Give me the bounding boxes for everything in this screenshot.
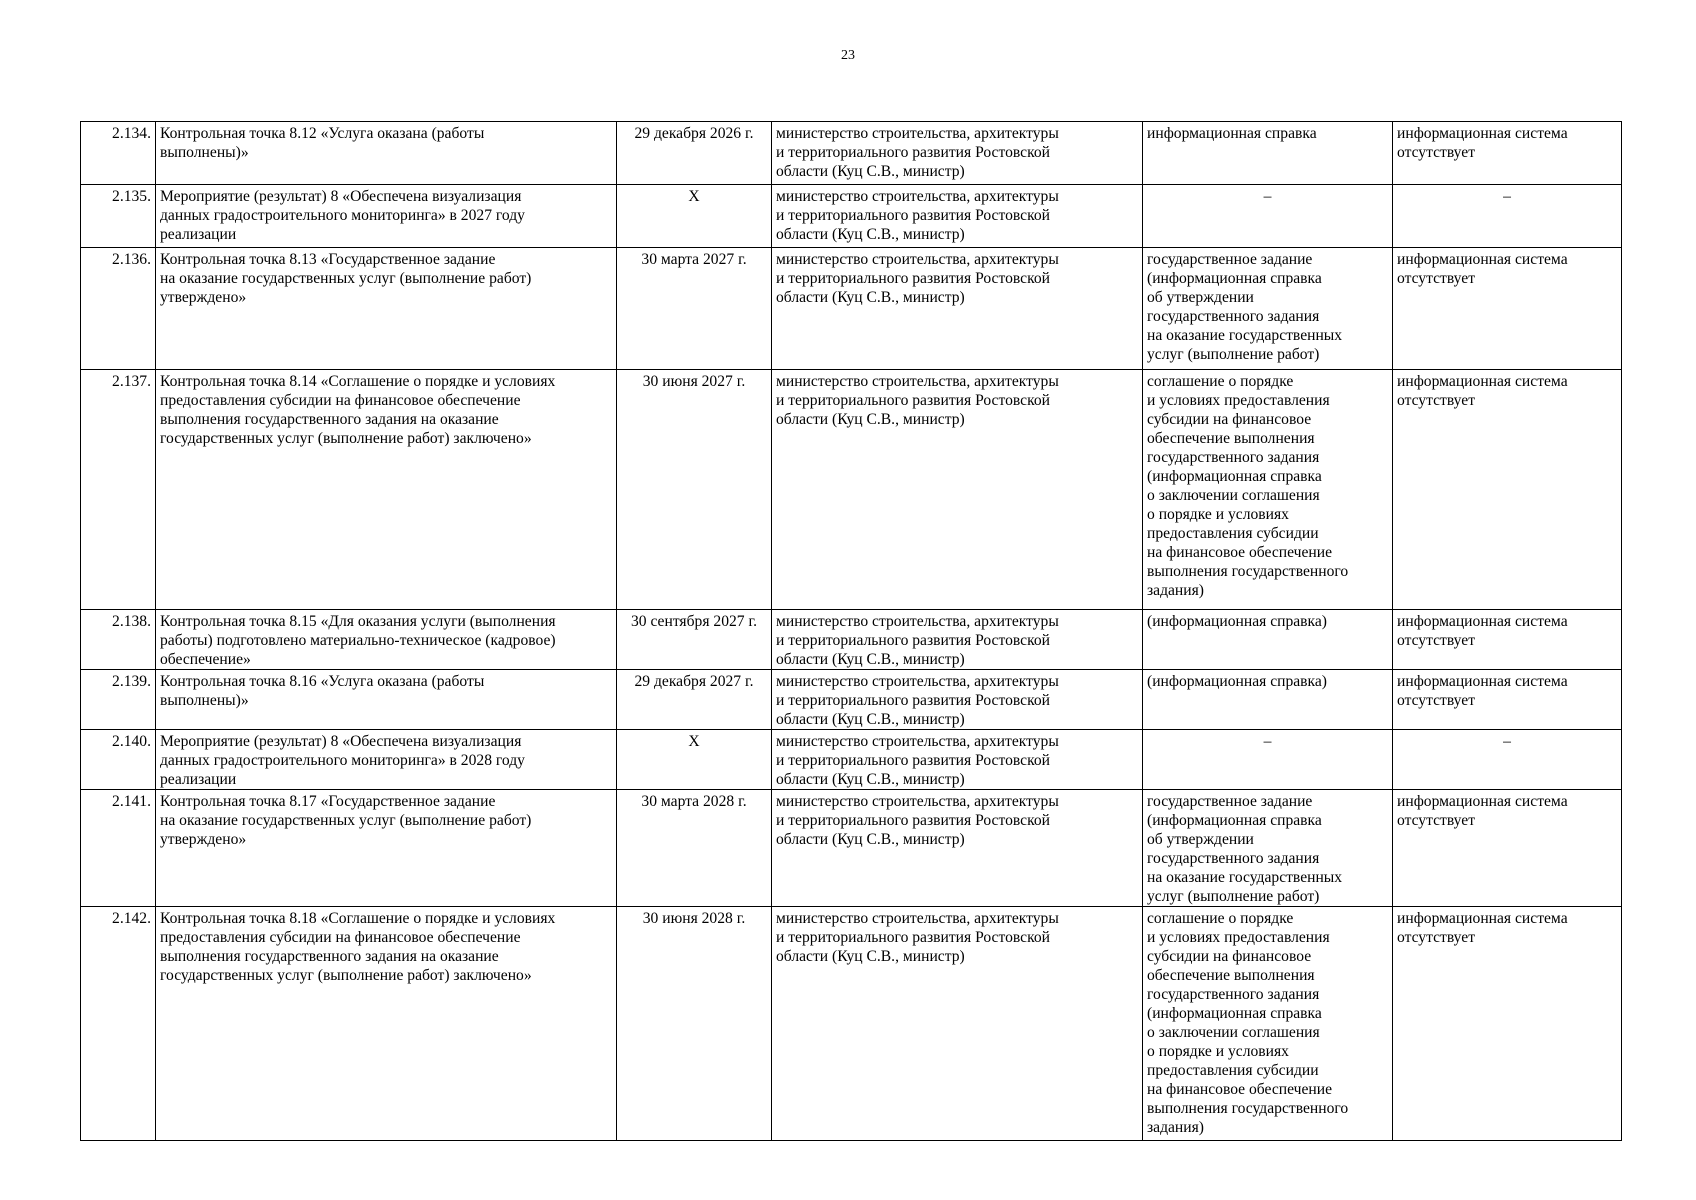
event-name: Контрольная точка 8.18 «Соглашение о порядке и условиях предоставления субсидии на финансовое обеспечение выполнения государственного задания на оказание государственных услуг (выполнение работ) заключено» [156, 907, 617, 1141]
table-row [81, 610, 1622, 670]
table-row [81, 670, 1622, 730]
table-row [81, 790, 1622, 907]
row-number: 2.136. [81, 248, 156, 370]
event-name: Мероприятие (результат) 8 «Обеспечена визуализация данных градостроительного мониторинга» в 2027 году реализации [156, 185, 617, 248]
row-number: 2.138. [81, 610, 156, 670]
row-number: 2.134. [81, 122, 156, 185]
event-name: Контрольная точка 8.13 «Государственное задание на оказание государственных услуг (выполнение работ) утверждено» [156, 248, 617, 370]
control-points-table [80, 121, 1622, 1141]
row-number: 2.141. [81, 790, 156, 907]
information-system: информационная система отсутствует [1393, 670, 1622, 730]
deadline-date: 29 декабря 2026 г. [617, 122, 772, 185]
information-system: информационная система отсутствует [1393, 610, 1622, 670]
information-system: информационная система отсутствует [1393, 907, 1622, 1141]
responsible-executor: министерство строительства, архитектуры и территориального развития Ростовской области (Куц С.В., министр) [772, 370, 1143, 610]
row-number: 2.139. [81, 670, 156, 730]
confirming-document: (информационная справка) [1143, 610, 1393, 670]
confirming-document: – [1143, 185, 1393, 248]
responsible-executor: министерство строительства, архитектуры и территориального развития Ростовской области (Куц С.В., министр) [772, 185, 1143, 248]
table-row [81, 122, 1622, 185]
confirming-document: (информационная справка) [1143, 670, 1393, 730]
table-row [81, 185, 1622, 248]
confirming-document: соглашение о порядке и условиях предоставления субсидии на финансовое обеспечение выполнения государственного задания (информационная справка о заключении соглашения о порядке и условиях предоставления субсидии на финансовое обеспечение выполнения государственного задания) [1143, 370, 1393, 610]
confirming-document: информационная справка [1143, 122, 1393, 185]
event-name: Контрольная точка 8.12 «Услуга оказана (работы выполнены)» [156, 122, 617, 185]
row-number: 2.137. [81, 370, 156, 610]
information-system: – [1393, 185, 1622, 248]
responsible-executor: министерство строительства, архитектуры и территориального развития Ростовской области (Куц С.В., министр) [772, 670, 1143, 730]
deadline-date: 30 марта 2027 г. [617, 248, 772, 370]
information-system: информационная система отсутствует [1393, 370, 1622, 610]
confirming-document: – [1143, 730, 1393, 790]
table-row [81, 907, 1622, 1141]
responsible-executor: министерство строительства, архитектуры и территориального развития Ростовской области (Куц С.В., министр) [772, 248, 1143, 370]
page-number: 23 [841, 48, 855, 63]
confirming-document: государственное задание (информационная справка об утверждении государственного задания на оказание государственных услуг (выполнение работ) [1143, 248, 1393, 370]
responsible-executor: министерство строительства, архитектуры и территориального развития Ростовской области (Куц С.В., министр) [772, 610, 1143, 670]
event-name: Контрольная точка 8.14 «Соглашение о порядке и условиях предоставления субсидии на финансовое обеспечение выполнения государственного задания на оказание государственных услуг (выполнение работ) заключено» [156, 370, 617, 610]
row-number: 2.135. [81, 185, 156, 248]
responsible-executor: министерство строительства, архитектуры и территориального развития Ростовской области (Куц С.В., министр) [772, 790, 1143, 907]
responsible-executor: министерство строительства, архитектуры и территориального развития Ростовской области (Куц С.В., министр) [772, 730, 1143, 790]
row-number: 2.142. [81, 907, 156, 1141]
row-number: 2.140. [81, 730, 156, 790]
deadline-date: 30 июня 2027 г. [617, 370, 772, 610]
event-name: Контрольная точка 8.17 «Государственное задание на оказание государственных услуг (выполнение работ) утверждено» [156, 790, 617, 907]
event-name: Мероприятие (результат) 8 «Обеспечена визуализация данных градостроительного мониторинга» в 2028 году реализации [156, 730, 617, 790]
confirming-document: соглашение о порядке и условиях предоставления субсидии на финансовое обеспечение выполнения государственного задания (информационная справка о заключении соглашения о порядке и условиях предоставления субсидии на финансовое обеспечение выполнения государственного задания) [1143, 907, 1393, 1141]
information-system: информационная система отсутствует [1393, 248, 1622, 370]
deadline-date: Х [617, 185, 772, 248]
deadline-date: 30 сентября 2027 г. [617, 610, 772, 670]
table-row [81, 370, 1622, 610]
deadline-date: 30 марта 2028 г. [617, 790, 772, 907]
table-row [81, 248, 1622, 370]
information-system: информационная система отсутствует [1393, 790, 1622, 907]
table-row [81, 730, 1622, 790]
confirming-document: государственное задание (информационная справка об утверждении государственного задания на оказание государственных услуг (выполнение работ) [1143, 790, 1393, 907]
responsible-executor: министерство строительства, архитектуры и территориального развития Ростовской области (Куц С.В., министр) [772, 122, 1143, 185]
event-name: Контрольная точка 8.15 «Для оказания услуги (выполнения работы) подготовлено материально-техническое (кадровое) обеспечение» [156, 610, 617, 670]
information-system: информационная система отсутствует [1393, 122, 1622, 185]
event-name: Контрольная точка 8.16 «Услуга оказана (работы выполнены)» [156, 670, 617, 730]
deadline-date: 30 июня 2028 г. [617, 907, 772, 1141]
responsible-executor: министерство строительства, архитектуры и территориального развития Ростовской области (Куц С.В., министр) [772, 907, 1143, 1141]
information-system: – [1393, 730, 1622, 790]
deadline-date: 29 декабря 2027 г. [617, 670, 772, 730]
deadline-date: Х [617, 730, 772, 790]
